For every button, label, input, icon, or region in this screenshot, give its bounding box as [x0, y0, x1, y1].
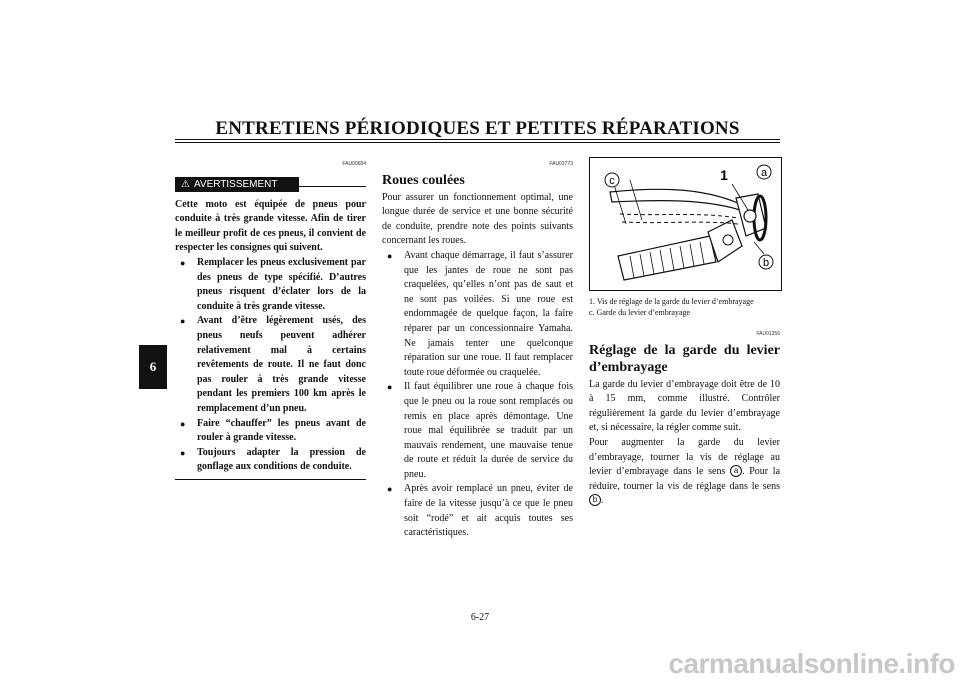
clutch-para-2-part-1: Pour augmenter la garde du levier d’embrayage, tourner la vis de réglage au levier d’embrayage dans le sens [589, 436, 780, 478]
warning-column [175, 157, 366, 480]
list-item: ● Après avoir remplacé un pneu, éviter de faire de la vitesse jusqu’à ce que le pneu soit “rodé” et ait acquis toutes ses caractéristiques. [382, 482, 573, 540]
clutch-para-1: La garde du levier d’embrayage doit être de 10 à 15 mm, comme illustré. Contrôler régulièrement la garde du levier d’embrayage et, si nécessaire, la régler comme suit. [589, 378, 780, 434]
header-rule [175, 139, 780, 140]
clutch-column [589, 157, 780, 509]
figure-label-c: c [609, 175, 615, 187]
clutch-para-2-part-2: . Pour la réduire, tourner la vis de réglage dans le sens [589, 466, 781, 492]
clutch-lever-figure [589, 157, 782, 291]
wheels-code: FAU03773 [549, 161, 573, 167]
list-item: ● Avant chaque démarrage, il faut s’assurer que les jantes de roue ne sont pas craquelées, qu’elles n’ont pas de saut et ne sont pas voilées. Si une roue est endommagée de quelque façon, la faire réparer par un concessionnaire Yamaha. Ne jamais tenter une quelconque réparation sur une roue. Il faut remplacer toute roue déformée ou craquelée. [382, 249, 573, 380]
list-item: ● Il faut équilibrer une roue à chaque fois que le pneu ou la roue sont remplacés ou remis en place après démontage. Une roue mal équilibrée se traduit par un mauvais rendement, une mauvaise tenue de route et réduit la durée de service du pneu. [382, 380, 573, 482]
section-tab: 6 [139, 345, 167, 389]
warning-end-rule [175, 479, 366, 480]
clutch-lever-illustration [590, 158, 781, 290]
warning-header [175, 172, 366, 194]
figure-label-1: 1 [720, 167, 728, 183]
warning-label: AVERTISSEMENT [193, 178, 278, 190]
direction-b-symbol: b [589, 494, 601, 506]
warning-rule [299, 186, 366, 187]
warning-code: FAU00684 [342, 161, 366, 167]
clutch-para-2 [589, 436, 780, 509]
header-rule-double [175, 142, 780, 143]
figure-label-b: b [762, 257, 770, 269]
wheels-bullet-list [382, 249, 573, 541]
warning-label-box [175, 177, 299, 192]
figure-label-a: a [760, 167, 768, 179]
wheels-intro: Pour assurer un fonctionnement optimal, une longue durée de service et une bonne sécurité de conduite, prendre note des points suivants concernant les roues. [382, 191, 573, 247]
warning-bullet-list [175, 256, 366, 475]
watermark: carmanualsonline.info [668, 648, 955, 679]
list-item: ● Toujours adapter la pression de gonflage aux conditions de conduite. [175, 446, 366, 475]
direction-a-symbol: a [730, 465, 742, 477]
caption-item-1: 1. Vis de réglage de la garde du levier d’embrayage [589, 297, 754, 306]
clutch-code: FAU01356 [756, 331, 780, 337]
wheels-column [382, 157, 573, 541]
figure-caption [589, 296, 780, 318]
warning-intro: Cette moto est équipée de pneus pour conduite à très grande vitesse. Afin de tirer le meilleur profit de ces pneus, il convient de respecter les consignes qui suivent. [175, 198, 366, 254]
wheels-heading: Roues coulées [382, 172, 465, 188]
caption-item-c: c. Garde du levier d’embrayage [589, 308, 691, 317]
page-title: ENTRETIENS PÉRIODIQUES ET PETITES RÉPARATIONS [215, 118, 740, 139]
list-item: ● Faire “chauffer” les pneus avant de rouler à grande vitesse. [175, 417, 366, 446]
page-number: 6-27 [470, 612, 490, 623]
clutch-heading: Réglage de la garde du levier d’embrayage [589, 342, 780, 375]
clutch-para-2-part-3: . [601, 495, 604, 507]
warning-triangle-icon: ⚠ [181, 178, 190, 190]
list-item: ● Remplacer les pneus exclusivement par des pneus de type spécifié. D’autres pneus risquent d’éclater lors de la conduite à très grande vitesse. [175, 256, 366, 314]
list-item: ● Avant d’être légèrement usés, des pneus neufs peuvent adhérer relativement mal à certains revêtements de route. Il ne faut donc pas rouler à très grande vitesse pendant les premiers 100 km après le remplacement d’un pneu. [175, 314, 366, 416]
